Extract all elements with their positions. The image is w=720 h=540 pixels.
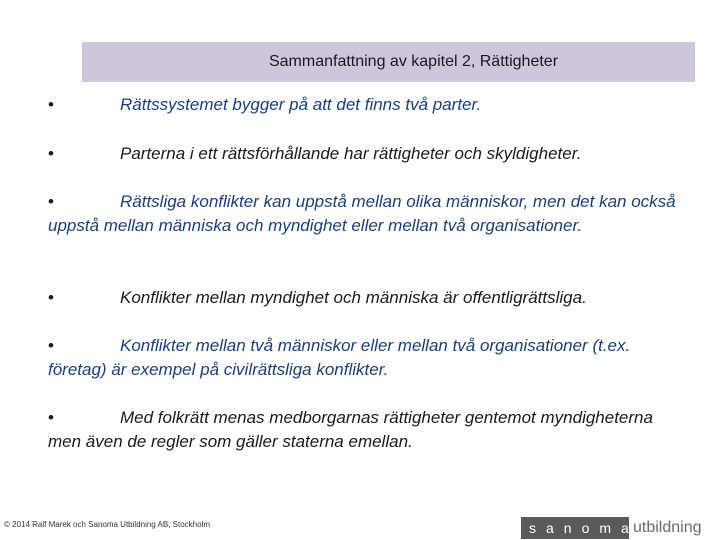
bullet-marker: • — [48, 288, 54, 307]
bullet-text: Med folkrätt menas medborgarnas rättigheter gentemot myndigheterna men även de regler som gäller staterna emellan. — [48, 408, 653, 451]
logo-word: utbildning — [633, 519, 702, 536]
bullet-item — [48, 190, 678, 238]
bullet-item — [48, 406, 678, 454]
bullet-marker: • — [48, 95, 54, 114]
copyright-notice: © 2014 Ralf Marek och Sanoma Utbildning AB, Stockholm — [4, 520, 210, 529]
bullet-item — [48, 334, 678, 382]
bullet-marker: • — [48, 144, 54, 163]
bullet-marker: • — [48, 192, 54, 211]
bullet-marker: • — [48, 336, 54, 355]
bullet-text: Parterna i ett rättsförhållande har rättigheter och skyldigheter. — [120, 144, 582, 163]
bullet-text: Rättssystemet bygger på att det finns två parter. — [120, 95, 482, 114]
publisher-logo — [521, 517, 702, 539]
slide-title: Sammanfattning av kapitel 2, Rättigheter — [268, 53, 559, 70]
logo-box: sanoma — [521, 517, 629, 539]
bullet-item — [48, 93, 678, 117]
bullet-marker: • — [48, 408, 54, 427]
bullet-text: Konflikter mellan två människor eller mellan två organisationer (t.ex. företag) är exempel på civilrättsliga konflikter. — [48, 336, 631, 379]
bullet-text: Konflikter mellan myndighet och människa är offentligrättsliga. — [120, 288, 587, 307]
bullet-text: Rättsliga konflikter kan uppstå mellan olika människor, men det kan också uppstå mellan människa och myndighet eller mellan två organisationer. — [48, 192, 676, 235]
bullet-item — [48, 286, 678, 310]
bullet-item — [48, 142, 678, 166]
slide-title-bar — [82, 42, 695, 82]
